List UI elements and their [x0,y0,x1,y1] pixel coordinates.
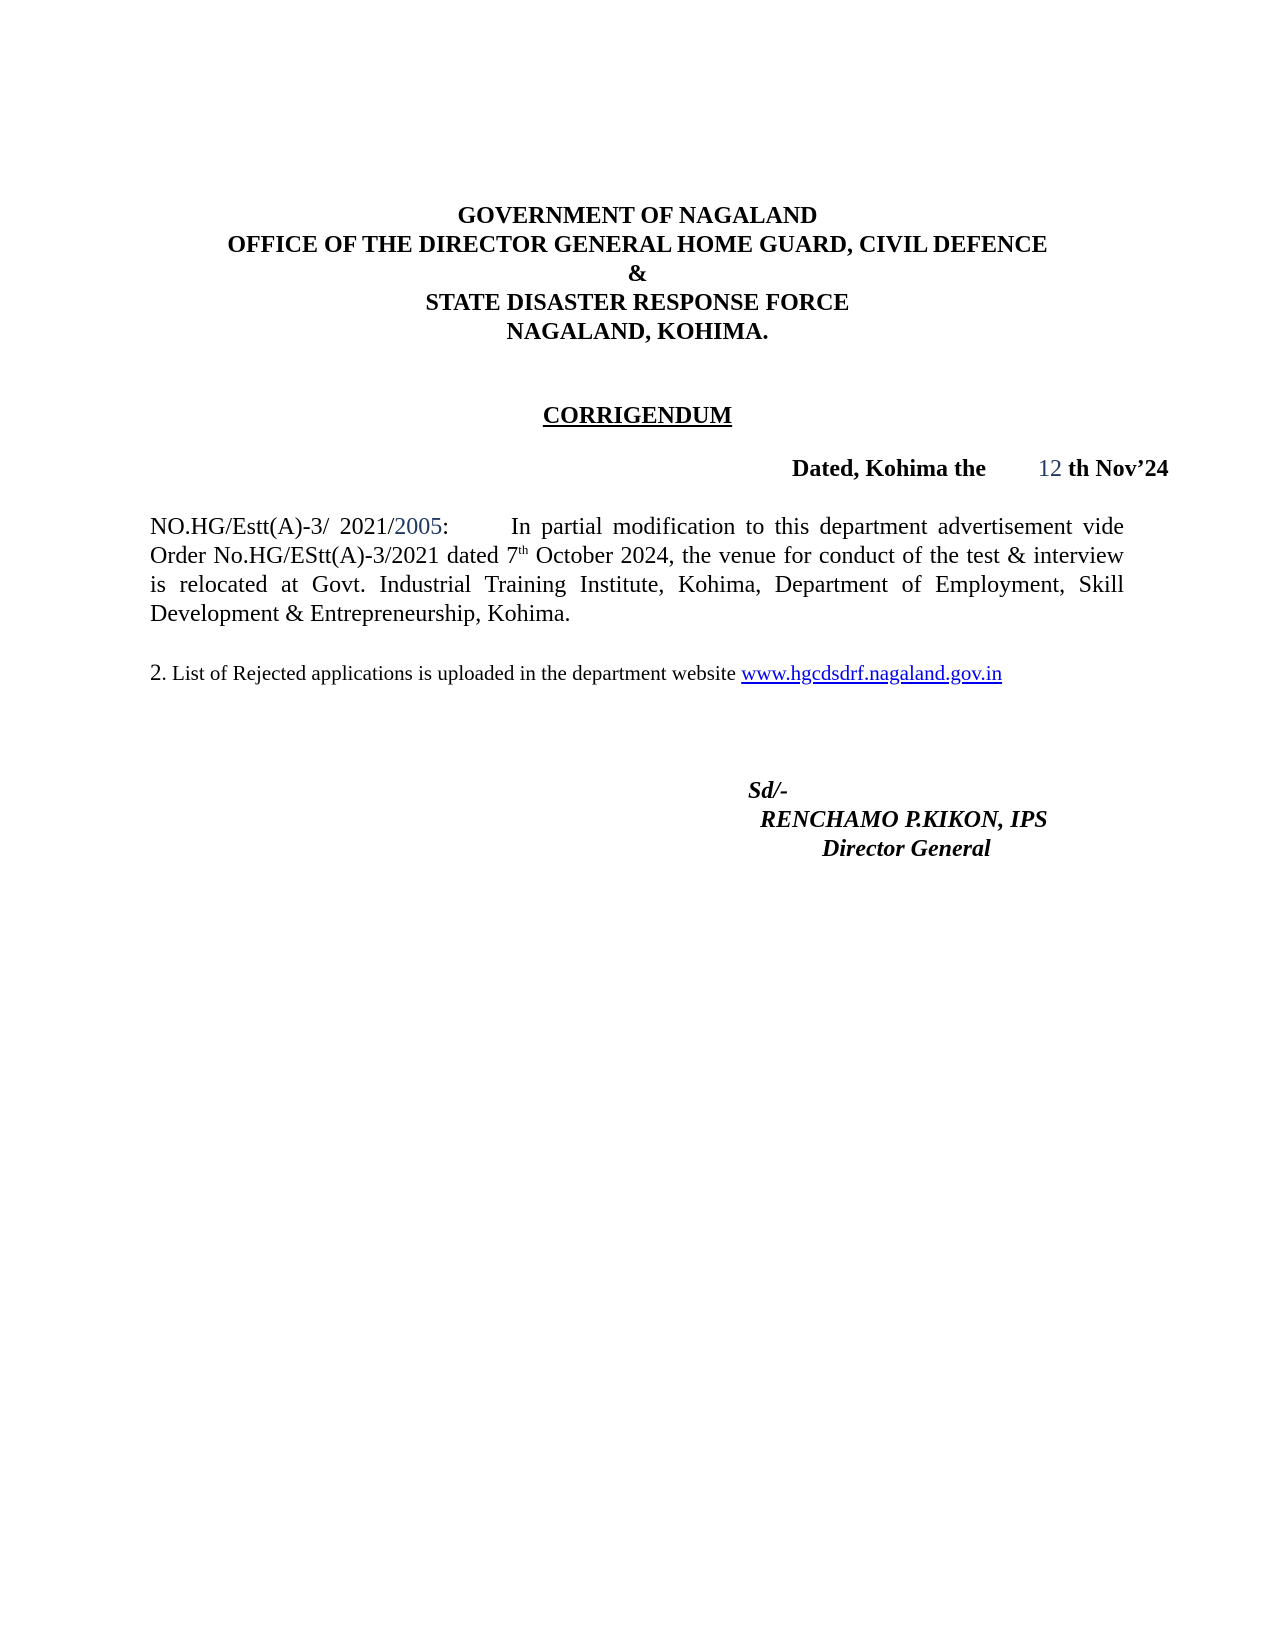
letterhead [0,202,1275,347]
point-two-text: . List of Rejected applications is uploaded in the department website [161,661,742,685]
signature-sd: Sd/- [748,778,789,804]
header-ampersand: & [627,261,648,287]
paragraph-text-part1: In partial modification to this department advertisement vide Order No.HG/EStt(A)-3/2021 dated 7 [150,514,1124,569]
header-sdrf: STATE DISASTER RESPONSE FORCE [425,290,850,316]
date-prefix: Dated, Kohima the [792,456,986,482]
corrigendum-paragraph [150,513,1124,629]
paragraph-text-part2: October 2024, the venue for conduct of the test & interview is relocated at Govt. Industrial Training Institute, Kohima, Department of Employment, Skill Development & Entrepreneurship, Kohima. [150,543,1124,627]
document-title: CORRIGENDUM [542,403,733,429]
date-line [792,456,1169,483]
reference-number: 2005 [394,514,443,540]
point-two [150,660,1002,686]
reference-colon: : [442,514,449,540]
date-suffix: th Nov’24 [1062,456,1169,482]
date-day: 12 [1038,456,1062,482]
signatory-name: RENCHAMO P.KIKON, IPS [760,807,1048,833]
header-office: OFFICE OF THE DIRECTOR GENERAL HOME GUARD, CIVIL DEFENCE [227,232,1048,258]
header-government: GOVERNMENT OF NAGALAND [457,203,818,229]
header-location: NAGALAND, KOHIMA. [506,319,769,345]
date-superscript: th [518,542,529,557]
signatory-designation: Director General [822,836,991,862]
reference-prefix: NO.HG/Estt(A)-3/ 2021/ [150,514,395,540]
point-two-number: 2 [150,660,162,685]
website-link[interactable]: www.hgcdsdrf.nagaland.gov.in [741,661,1003,685]
